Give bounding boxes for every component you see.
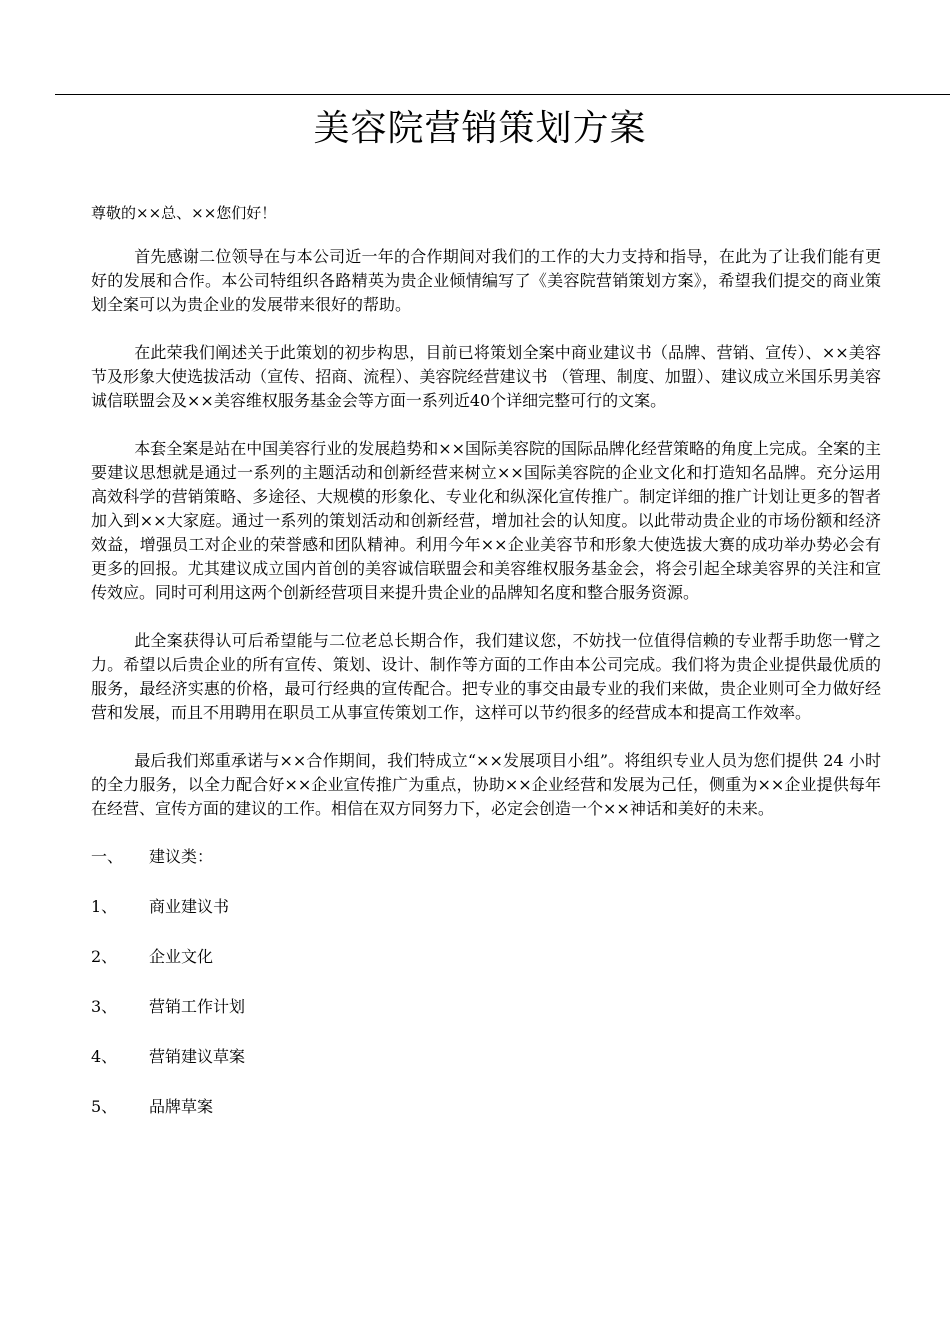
list-marker: 3、: [91, 997, 118, 1016]
header-rule: [55, 94, 950, 95]
list-item: [91, 945, 881, 995]
list-item: [91, 1045, 881, 1095]
list-item: [91, 1095, 881, 1145]
paragraph-strategy: 本套全案是站在中国美容行业的发展趋势和××国际美容院的国际品牌化经营策略的角度上完成。全案的主要建议思想就是通过一系列的主题活动和创新经营来树立××国际美容院的企业文化和打造知名品牌。充分运用高效科学的营销策略、多途径、大规模的形象化、专业化和纵深化宣传推广。制定详细的推广计划让更多的智者加入到××大家庭。通过一系列的策划活动和创新经营，增加社会的认知度。以此带动贵企业的市场份额和经济效益，增强员工对企业的荣誉感和团队精神。利用今年××企业美容节和形象大使选拔大赛的成功举办势必会有更多的回报。尤其建议成立国内首创的美容诚信联盟会和美容维权服务基金会，将会引起全球美容界的关注和宣传效应。同时可利用这两个创新经营项目来提升贵企业的品牌知名度和整合服务资源。: [91, 439, 882, 602]
list-text: 企业文化: [149, 947, 214, 966]
list-text: 营销工作计划: [149, 997, 246, 1016]
paragraph-commitment: 最后我们郑重承诺与××合作期间，我们特成立“××发展项目小组”。将组织专业人员为您们提供 24 小时的全力服务，以全力配合好××企业宣传推广为重点，协助××企业经营和发展为己任，侧重为××企业提供每年在经营、宣传方面的建议的工作。相信在双方同努力下，必定会创造一个××神话和美好的未来。: [91, 751, 881, 818]
paragraph-overview: 在此荣我们阐述关于此策划的初步构思，目前已将策划全案中商业建议书（品牌、营销、宣传）、××美容节及形象大使选拔活动（宣传、招商、流程）、美容院经营建议书 （管理、制度、加盟）、建议成立米国乐男美容诚信联盟会及××美容维权服务基金会等方面一系列近40个详细完整可行的文案。: [91, 343, 881, 410]
paragraph-cooperation: 此全案获得认可后希望能与二位老总长期合作，我们建议您，不妨找一位值得信赖的专业帮手助您一臂之力。希望以后贵企业的所有宣传、策划、设计、制作等方面的工作由本公司完成。我们将为贵企业提供最优质的服务，最经济实惠的价格，最可行经典的宣传配合。把专业的事交由最专业的我们来做，贵企业则可全力做好经营和发展，而且不用聘用在职员工从事宣传策划工作，这样可以节约很多的经营成本和提高工作效率。: [91, 631, 881, 722]
document-body: [91, 201, 881, 1145]
list-text: 品牌草案: [149, 1097, 214, 1116]
greeting: 尊敬的××总、××您们好！: [91, 204, 277, 222]
list-text: 建议类：: [149, 847, 214, 866]
list-text: 商业建议书: [149, 897, 230, 916]
list-marker: 4、: [91, 1047, 118, 1066]
list-item: [91, 895, 881, 945]
list-item: [91, 845, 881, 895]
list-text: 营销建议草案: [149, 1047, 246, 1066]
proposal-list: [91, 845, 881, 1145]
list-marker: 2、: [91, 947, 118, 966]
list-marker: 1、: [91, 897, 118, 916]
paragraph-intro: 首先感谢二位领导在与本公司近一年的合作期间对我们的工作的大力支持和指导，在此为了让我们能有更好的发展和合作。本公司特组织各路精英为贵企业倾情编写了《美容院营销策划方案》，希望我们提交的商业策划全案可以为贵企业的发展带来很好的帮助。: [91, 247, 881, 314]
list-item: [91, 995, 881, 1045]
document-title: 美容院营销策划方案: [313, 108, 647, 149]
list-marker: 一、: [91, 847, 124, 866]
list-marker: 5、: [91, 1097, 118, 1116]
